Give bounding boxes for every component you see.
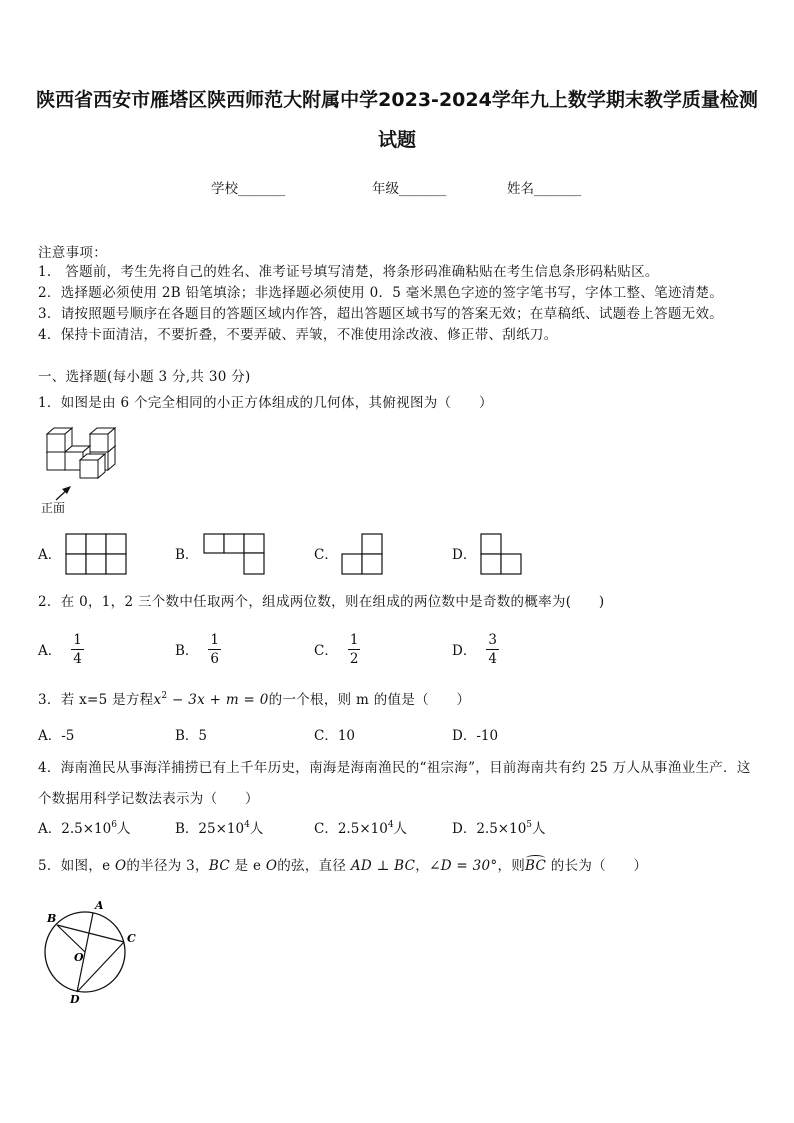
- fraction: [486, 632, 499, 667]
- stem-text: 3．若 x=5 是方程: [38, 692, 154, 708]
- point-a-label: A: [95, 899, 104, 912]
- grade-blank: _______: [399, 181, 447, 197]
- equation-variable: x: [153, 692, 162, 708]
- option-label: C．: [314, 643, 338, 659]
- numerator: 1: [349, 631, 359, 648]
- q4-option-c: [314, 820, 407, 838]
- point-d-label: D: [70, 993, 80, 1006]
- question-4-stem-line2: 个数据用科学记数法表示为（ ）: [38, 791, 259, 807]
- option-label: B．: [175, 643, 199, 659]
- option-a-figure: [65, 533, 128, 577]
- grid-cell: [481, 534, 501, 554]
- grade-field: [372, 180, 446, 198]
- cube-solid-figure: [38, 424, 128, 504]
- q2-option-d: [452, 630, 499, 668]
- circle-figure: [40, 895, 150, 1007]
- option-b-label: B．: [175, 547, 199, 563]
- arc-bc: BC: [525, 858, 547, 874]
- notice-item: 2．选择题必须使用 2B 铅笔填涂；非选择题必须使用 0．5 毫米黑色字迹的签字笔书写，字体工整、笔迹清楚。: [38, 285, 724, 301]
- denominator: 4: [73, 650, 82, 667]
- grid-cell: [66, 534, 86, 554]
- grid-cell: [342, 554, 362, 574]
- front-view-label: 正面: [41, 501, 66, 515]
- grid-cell: [501, 554, 521, 574]
- question-4-stem-line1: 4．海南渔民从事海洋捕捞已有上千年历史，南海是海南渔民的“祖宗海”，目前海南共有约 25 万人从事渔业生产．这: [38, 760, 751, 776]
- sci-exponent: 6: [111, 820, 117, 830]
- grid-cell: [224, 534, 244, 553]
- unit: 人: [532, 821, 546, 837]
- denominator: 2: [349, 650, 359, 667]
- cube: [80, 454, 105, 478]
- grid-cell: [106, 554, 126, 574]
- fraction: [348, 632, 361, 667]
- grid-cell: [362, 534, 382, 554]
- circle-name: O: [114, 858, 127, 874]
- circle-symbol: e: [102, 858, 111, 874]
- denominator: 4: [488, 650, 497, 667]
- question-5-stem: [38, 857, 647, 875]
- grade-label: 年级: [372, 181, 399, 197]
- q4-option-b: [175, 820, 263, 838]
- q3-option-d: D．-10: [452, 728, 499, 744]
- unit: 人: [393, 821, 408, 837]
- stem-text: ，则: [497, 858, 526, 874]
- chord-name: BC: [208, 858, 230, 874]
- sci-exponent: 4: [244, 820, 250, 830]
- numerator: 1: [210, 631, 220, 648]
- sci-base: 2.5×10: [337, 821, 388, 837]
- notice-heading: 注意事项：: [38, 245, 107, 261]
- page-title-line2: 试题: [377, 129, 416, 151]
- equation-rest: − 3x + m = 0: [167, 692, 269, 708]
- option-label: A．: [38, 643, 62, 659]
- stem-text: 5．如图，: [38, 858, 103, 874]
- circle-name: O: [265, 858, 278, 874]
- arrow-icon: [56, 486, 71, 500]
- unit: 人: [249, 821, 264, 837]
- equation-exponent: 2: [161, 691, 168, 701]
- school-blank: _______: [238, 181, 286, 197]
- school-field: [211, 180, 285, 198]
- name-field: [507, 180, 581, 198]
- grid-cell: [481, 554, 501, 574]
- option-label: C．: [314, 821, 338, 837]
- option-label: B．: [175, 821, 199, 837]
- grid-cell: [362, 554, 382, 574]
- fraction: [71, 632, 84, 667]
- denominator: 6: [210, 650, 220, 667]
- sci-exponent: 5: [526, 820, 533, 830]
- sci-base: 2.5×10: [61, 821, 112, 837]
- point-c-label: C: [127, 932, 136, 945]
- point-o-label: O: [74, 951, 84, 964]
- stem-text: 是: [234, 858, 249, 874]
- sci-exponent: 4: [387, 820, 394, 830]
- option-d-figure: [480, 533, 523, 577]
- perpendicular-relation: AD ⊥ BC: [350, 858, 416, 874]
- option-c-figure: [341, 533, 384, 577]
- grid-cell: [244, 534, 264, 553]
- grid-cell: [86, 554, 106, 574]
- stem-text: 的弦，直径: [277, 858, 347, 874]
- option-label: A．: [38, 821, 62, 837]
- stem-text: 的长为（ ）: [550, 858, 648, 874]
- option-d-label: D．: [452, 547, 477, 563]
- school-label: 学校: [211, 181, 238, 197]
- grid-cell: [86, 534, 106, 554]
- grid-cell: [66, 554, 86, 574]
- sci-base: 2.5×10: [476, 821, 527, 837]
- notice-item: 1. 答题前，考生先将自己的姓名、准考证号填写清楚，将条形码准确粘贴在考生信息条形码粘贴区。: [38, 264, 659, 280]
- question-1-stem: 1．如图是由 6 个完全相同的小正方体组成的几何体，其俯视图为（ ）: [38, 395, 493, 411]
- q3-option-a: A．-5: [38, 728, 75, 744]
- stem-text: ，: [415, 858, 430, 874]
- cube: [47, 428, 72, 452]
- point-b-label: B: [47, 912, 57, 925]
- q4-option-d: [452, 820, 546, 838]
- q2-option-b: [175, 630, 221, 668]
- page-title-line1: 陕西省西安市雁塔区陕西师范大附属中学2023-2024学年九上数学期末教学质量检测: [36, 89, 758, 111]
- q4-option-a: [38, 820, 130, 838]
- option-b-figure: [203, 533, 266, 577]
- name-label: 姓名: [507, 181, 534, 197]
- notice-item: 4．保持卡面清洁，不要折叠，不要弄破、弄皱，不准使用涂改液、修正带、刮纸刀。: [38, 327, 558, 343]
- q3-option-c: C．10: [314, 728, 356, 744]
- grid-cell: [204, 534, 224, 553]
- fraction: [208, 632, 221, 667]
- q3-option-b: B．5: [175, 728, 208, 744]
- grid-cell: [244, 553, 264, 574]
- question-2-stem: 2．在 0，1，2 三个数中任取两个，组成两位数，则在组成的两位数中是奇数的概率为( ): [38, 594, 605, 610]
- q2-option-c: [314, 630, 360, 668]
- stem-text: 的半径为 3，: [126, 858, 209, 874]
- section-heading: 一、选择题(每小题 3 分,共 30 分): [38, 369, 251, 385]
- sci-base: 25×10: [198, 821, 245, 837]
- grid-cell: [106, 534, 126, 554]
- numerator: 1: [73, 631, 82, 648]
- circle-symbol: e: [252, 858, 262, 874]
- numerator: 3: [488, 631, 497, 648]
- q2-option-a: [38, 630, 84, 668]
- stem-text: 的一个根，则 m 的值是（ ）: [268, 692, 471, 708]
- cube: [90, 428, 115, 452]
- segment-dc: [77, 942, 124, 992]
- option-label: D．: [452, 643, 477, 659]
- name-blank: _______: [534, 181, 582, 197]
- option-c-label: C．: [314, 547, 338, 563]
- option-label: D．: [452, 821, 477, 837]
- notice-item: 3．请按照题号顺序在各题目的答题区域内作答，超出答题区域书写的答案无效；在草稿纸、试题卷上答题无效。: [38, 306, 724, 322]
- unit: 人: [116, 821, 131, 837]
- question-3-stem: [38, 691, 470, 709]
- option-a-label: A．: [38, 547, 62, 563]
- angle-condition: ∠D = 30°: [429, 858, 498, 874]
